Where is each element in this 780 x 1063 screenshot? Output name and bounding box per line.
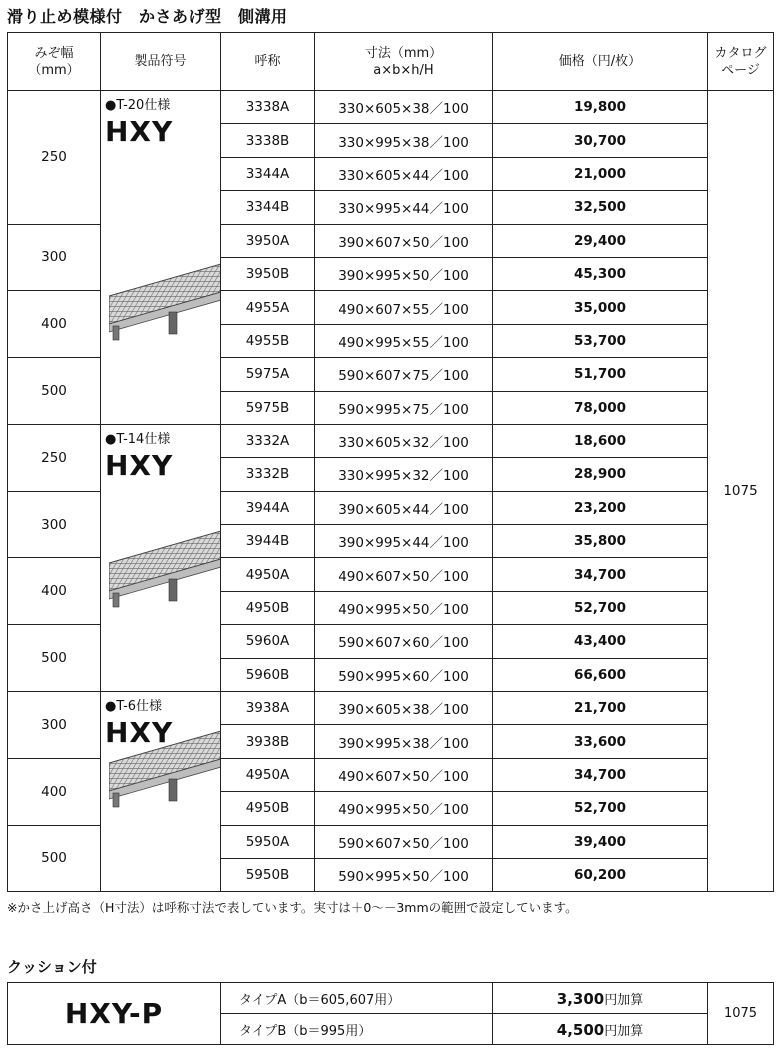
dims-cell: 390×995×50／100 bbox=[315, 257, 493, 290]
dims-cell: 590×607×50／100 bbox=[315, 825, 493, 858]
dims-cell: 330×605×44／100 bbox=[315, 157, 493, 190]
cushion-type: タイプB（b＝995用） bbox=[221, 1014, 493, 1045]
cushion-price bbox=[493, 983, 708, 1014]
dims-cell: 390×605×38／100 bbox=[315, 692, 493, 725]
grating-image bbox=[109, 256, 221, 346]
footnote: ※かさ上げ高さ（H寸法）は呼称寸法で表しています。実寸は＋0〜－3mmの範囲で設定しています。 bbox=[7, 900, 578, 915]
price-cell: 53,700 bbox=[493, 324, 708, 357]
name-cell: 5975B bbox=[221, 391, 315, 424]
price-cell: 28,900 bbox=[493, 458, 708, 491]
price-cell: 23,200 bbox=[493, 491, 708, 524]
cushion-catalog-page: 1075 bbox=[708, 983, 774, 1045]
cushion-price bbox=[493, 1014, 708, 1045]
product-code: HXY bbox=[105, 448, 174, 482]
dims-cell: 590×995×50／100 bbox=[315, 858, 493, 891]
price-cell: 34,700 bbox=[493, 558, 708, 591]
name-cell: 3944B bbox=[221, 525, 315, 558]
name-cell: 3332B bbox=[221, 458, 315, 491]
cushion-row bbox=[8, 983, 774, 1014]
dims-cell: 490×607×50／100 bbox=[315, 758, 493, 791]
cushion-price-value: 4,500 bbox=[556, 1020, 605, 1039]
price-cell: 35,800 bbox=[493, 525, 708, 558]
price-cell: 35,000 bbox=[493, 291, 708, 324]
width-cell: 300 bbox=[8, 491, 101, 558]
dims-cell: 390×995×44／100 bbox=[315, 525, 493, 558]
spec-label: ●T-6仕様 bbox=[105, 699, 163, 715]
price-cell: 33,600 bbox=[493, 725, 708, 758]
cushion-price-suffix: 円加算 bbox=[604, 992, 644, 1008]
name-cell: 4950A bbox=[221, 758, 315, 791]
width-cell: 250 bbox=[8, 91, 101, 225]
table-row bbox=[8, 424, 774, 457]
name-cell: 5950B bbox=[221, 858, 315, 891]
cushion-title: クッション付 bbox=[7, 958, 97, 976]
spec-label: ●T-20仕様 bbox=[105, 98, 171, 113]
name-cell: 5960A bbox=[221, 625, 315, 658]
dims-cell: 390×607×50／100 bbox=[315, 224, 493, 257]
price-cell: 52,700 bbox=[493, 591, 708, 624]
name-cell: 4950B bbox=[221, 591, 315, 624]
name-cell: 4950B bbox=[221, 792, 315, 825]
table-row bbox=[8, 692, 774, 725]
name-cell: 3338A bbox=[221, 91, 315, 124]
cushion-price-value: 3,300 bbox=[556, 989, 605, 1008]
name-cell: 3950A bbox=[221, 224, 315, 257]
header-name: 呼称 bbox=[221, 33, 315, 91]
product-cell bbox=[101, 91, 221, 425]
grating-image bbox=[109, 723, 221, 813]
dims-cell: 330×995×32／100 bbox=[315, 458, 493, 491]
header-product: 製品符号 bbox=[101, 33, 221, 91]
dims-cell: 590×995×75／100 bbox=[315, 391, 493, 424]
price-cell: 45,300 bbox=[493, 257, 708, 290]
dims-cell: 390×605×44／100 bbox=[315, 491, 493, 524]
width-cell: 500 bbox=[8, 825, 101, 892]
width-cell: 400 bbox=[8, 291, 101, 358]
price-cell: 29,400 bbox=[493, 224, 708, 257]
price-cell: 34,700 bbox=[493, 758, 708, 791]
product-cell bbox=[101, 424, 221, 691]
price-cell: 21,000 bbox=[493, 157, 708, 190]
price-cell: 30,700 bbox=[493, 124, 708, 157]
header-row bbox=[8, 33, 774, 91]
header-catalog: カタログ ページ bbox=[708, 33, 774, 91]
name-cell: 3344B bbox=[221, 191, 315, 224]
dims-cell: 490×995×50／100 bbox=[315, 792, 493, 825]
name-cell: 4955A bbox=[221, 291, 315, 324]
name-cell: 3938A bbox=[221, 692, 315, 725]
price-cell: 39,400 bbox=[493, 825, 708, 858]
name-cell: 4955B bbox=[221, 324, 315, 357]
grating-image bbox=[109, 523, 221, 613]
width-cell: 500 bbox=[8, 625, 101, 692]
name-cell: 5950A bbox=[221, 825, 315, 858]
dims-cell: 330×995×44／100 bbox=[315, 191, 493, 224]
price-cell: 19,800 bbox=[493, 91, 708, 124]
dims-cell: 490×995×55／100 bbox=[315, 324, 493, 357]
cushion-price-suffix: 円加算 bbox=[604, 1023, 644, 1039]
price-cell: 51,700 bbox=[493, 358, 708, 391]
spec-label: ●T-14仕様 bbox=[105, 431, 171, 447]
width-cell: 300 bbox=[8, 692, 101, 759]
width-cell: 500 bbox=[8, 358, 101, 425]
dims-cell: 330×995×38／100 bbox=[315, 124, 493, 157]
dims-cell: 390×995×38／100 bbox=[315, 725, 493, 758]
width-cell: 300 bbox=[8, 224, 101, 291]
width-cell: 250 bbox=[8, 424, 101, 491]
product-cell bbox=[101, 692, 221, 892]
price-cell: 78,000 bbox=[493, 391, 708, 424]
dims-cell: 490×607×50／100 bbox=[315, 558, 493, 591]
width-cell: 400 bbox=[8, 758, 101, 825]
price-cell: 43,400 bbox=[493, 625, 708, 658]
price-cell: 18,600 bbox=[493, 424, 708, 457]
name-cell: 3338B bbox=[221, 124, 315, 157]
name-cell: 5975A bbox=[221, 358, 315, 391]
page-title: 滑り止め模様付 かさあげ型 側溝用 bbox=[7, 7, 288, 26]
name-cell: 3344A bbox=[221, 157, 315, 190]
header-dims bbox=[315, 33, 493, 91]
name-cell: 3938B bbox=[221, 725, 315, 758]
product-code: HXY bbox=[105, 115, 174, 148]
price-cell: 32,500 bbox=[493, 191, 708, 224]
cushion-product: HXY-P bbox=[8, 983, 221, 1045]
price-cell: 21,700 bbox=[493, 692, 708, 725]
price-cell: 52,700 bbox=[493, 792, 708, 825]
name-cell: 5960B bbox=[221, 658, 315, 691]
name-cell: 4950A bbox=[221, 558, 315, 591]
name-cell: 3950B bbox=[221, 257, 315, 290]
dims-cell: 590×995×60／100 bbox=[315, 658, 493, 691]
name-cell: 3332A bbox=[221, 424, 315, 457]
header-width: みぞ幅 （mm） bbox=[8, 33, 101, 91]
product-code: HXY bbox=[105, 716, 174, 750]
dims-cell: 330×605×38／100 bbox=[315, 91, 493, 124]
table-row bbox=[8, 91, 774, 124]
dims-cell: 590×607×60／100 bbox=[315, 625, 493, 658]
price-table bbox=[7, 32, 774, 892]
header-dims-line2: a×b×h/H bbox=[373, 62, 434, 78]
price-cell: 66,600 bbox=[493, 658, 708, 691]
dims-cell: 490×607×55／100 bbox=[315, 291, 493, 324]
cushion-type: タイプA（b＝605,607用） bbox=[221, 983, 493, 1014]
dims-cell: 590×607×75／100 bbox=[315, 358, 493, 391]
catalog-page-cell: 1075 bbox=[708, 91, 774, 892]
width-cell: 400 bbox=[8, 558, 101, 625]
header-dims-line1: 寸法（mm） bbox=[364, 45, 443, 61]
dims-cell: 490×995×50／100 bbox=[315, 591, 493, 624]
price-cell: 60,200 bbox=[493, 858, 708, 891]
dims-cell: 330×605×32／100 bbox=[315, 424, 493, 457]
name-cell: 3944A bbox=[221, 491, 315, 524]
header-price: 価格（円/枚） bbox=[493, 33, 708, 91]
cushion-table bbox=[7, 982, 774, 1045]
